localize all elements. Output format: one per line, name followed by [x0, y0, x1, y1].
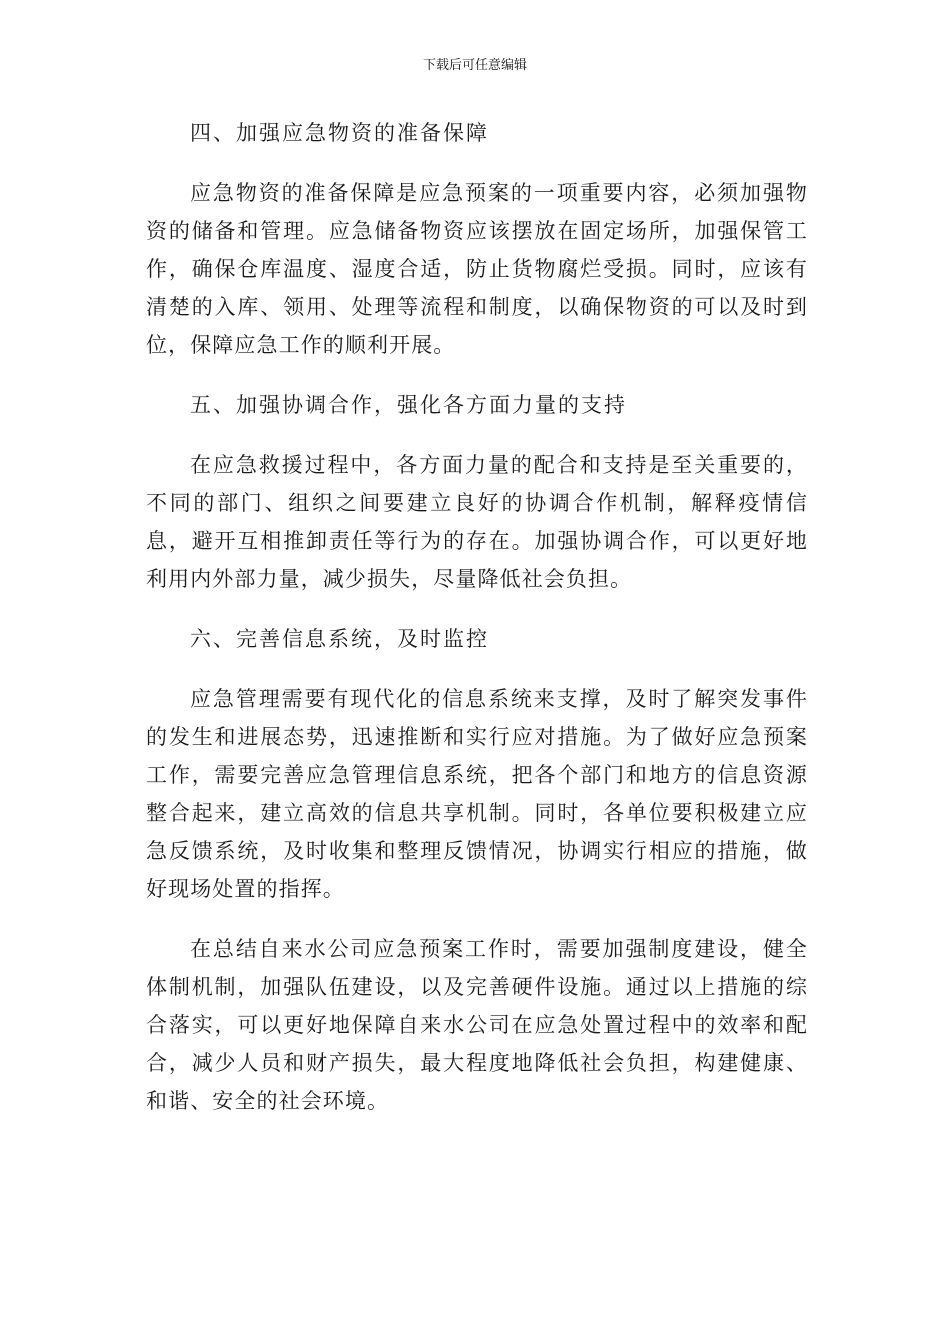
- section-heading-4: 四、加强应急物资的准备保障: [190, 121, 489, 145]
- paragraph-emergency-supplies: 应急物资的准备保障是应急预案的一项重要内容，必须加强物资的储备和管理。应急储备物资应该摆放在固定场所，加强保管工作，确保仓库温度、湿度合适，防止货物腐烂受损。同时，应该有清楚的入库、领用、处理等流程和制度，以确保物资的可以及时到位，保障应急工作的顺利开展。: [146, 181, 808, 357]
- section-heading-5: 五、加强协调合作，强化各方面力量的支持: [190, 393, 627, 417]
- section-heading-6: 六、完善信息系统，及时监控: [190, 627, 489, 651]
- paragraph-coordination: 在应急救援过程中，各方面力量的配合和支持是至关重要的，不同的部门、组织之间要建立良好的协调合作机制，解释疫情信息，避开互相推卸责任等行为的存在。加强协调合作，可以更好地利用内外部力量，减少损失，尽量降低社会负担。: [146, 453, 808, 591]
- paragraph-summary: 在总结自来水公司应急预案工作时，需要加强制度建设，健全体制机制，加强队伍建设，以及完善硬件设施。通过以上措施的综合落实，可以更好地保障自来水公司在应急处置过程中的效率和配合，减少人员和财产损失，最大程度地降低社会负担，构建健康、和谐、安全的社会环境。: [146, 937, 808, 1113]
- page-header-note: 下载后可任意编辑: [422, 58, 527, 73]
- paragraph-information-system: 应急管理需要有现代化的信息系统来支撑，及时了解突发事件的发生和进展态势，迅速推断和实行应对措施。为了做好应急预案工作，需要完善应急管理信息系统，把各个部门和地方的信息资源整合起来，建立高效的信息共享机制。同时，各单位要积极建立应急反馈系统，及时收集和整理反馈情况，协调实行相应的措施，做好现场处置的指挥。: [146, 687, 808, 901]
- document-body: [146, 114, 808, 1142]
